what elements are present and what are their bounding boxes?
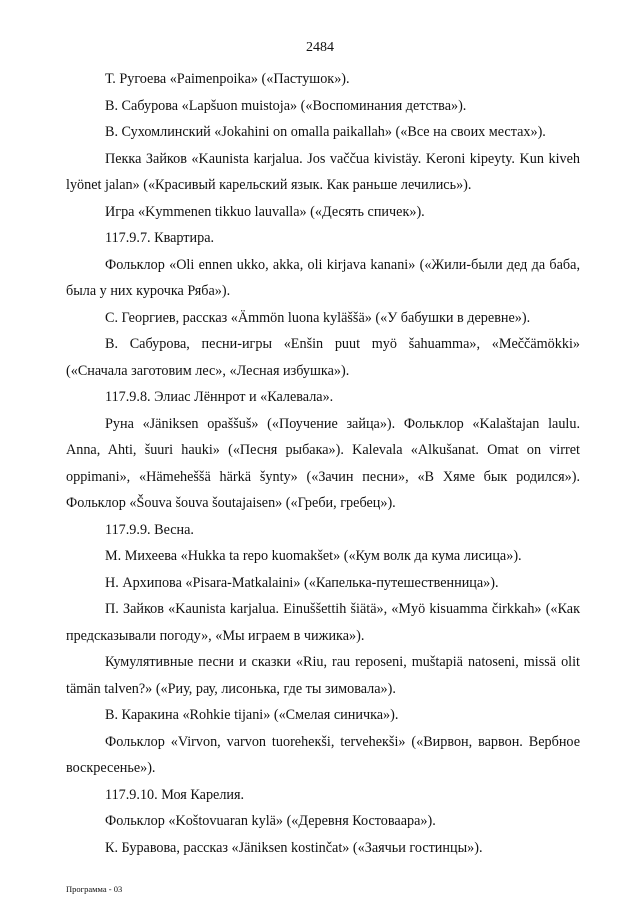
paragraph: Игра «Kymmenen tikkuo lauvalla» («Десять спичек»). bbox=[105, 203, 425, 220]
section-heading: 117.9.10. Моя Карелия. bbox=[105, 786, 245, 803]
page-number: 2484 bbox=[306, 40, 334, 55]
section-heading: 117.9.7. Квартира. bbox=[105, 230, 215, 246]
paragraph: В. Каракина «Rohkie tijani» («Смелая синичка»). bbox=[105, 707, 399, 723]
section-heading: 117.9.8. Элиас Лённрот и «Калевала». bbox=[105, 389, 334, 405]
page-footer: Программа - 03 bbox=[66, 884, 123, 894]
paragraph: Фольклор «Virvon, varvon tuoreheкši, terveheкši» («Вирвон, варвон. Вербное воскресенье»). bbox=[66, 733, 580, 776]
paragraph: Руна «Jäniksen opaššuš» («Поучение зайца»). Фольклор «Kalaštajan laulu. Anna, Ahti, šuuri hauki» («Песня рыбака»). Kalevala «Alkušanat. Omat on virret oppimani», «Hämeheššä härkä šynty» («Зачин песни», «В Хяме бык родился»). Фольклор «Šouva šouva šoutajaisen» («Греби, гребец»). bbox=[66, 415, 580, 511]
paragraph: В. Сабурова, песни-игры «Enšin puut myö šahuamma», «Meččämökki» («Сначала заготовим лес», «Лесная избушка»). bbox=[66, 336, 580, 379]
paragraph: Т. Ругоева «Paimenpoika» («Пастушок»). bbox=[105, 71, 350, 87]
paragraph: Фольклор «Koštovuaran kylä» («Деревня Костоваара»). bbox=[105, 813, 436, 829]
paragraph: Пекка Зайков «Kaunista karjalua. Jos vaččua kivistäy. Keroni kipeyty. Kun kiveh lyönet jalan» («Красивый карельский язык. Как раньше лечились»). bbox=[66, 150, 580, 193]
paragraph: С. Георгиев, рассказ «Ämmön luona kyläššä» («У бабушки в деревне»). bbox=[105, 309, 531, 326]
paragraph: К. Буравова, рассказ «Jäniksen kostinčat» («Заячьи гостинцы»). bbox=[105, 839, 483, 856]
paragraph: М. Михеева «Hukka ta repo kuomakšet» («Кум волк да кума лисица»). bbox=[105, 548, 522, 564]
paragraph: Фольклор «Oli ennen ukko, akka, oli kirjava kanani» («Жили-были дед да баба, была у них курочка Ряба»). bbox=[66, 256, 580, 299]
paragraph: Кумулятивные песни и сказки «Riu, rau reposeni, muštapiä natoseni, missä olit tämän talven?» («Риу, рау, лисонька, где ты зимовала»). bbox=[66, 654, 580, 697]
paragraph: Н. Архипова «Pisara-Matkalaini» («Капелька-путешественница»). bbox=[105, 574, 499, 591]
paragraph: В. Сабурова «Lapšuon muistoja» («Воспоминания детства»). bbox=[105, 97, 467, 114]
section-heading: 117.9.9. Весна. bbox=[105, 521, 194, 538]
paragraph: В. Сухомлинский «Jokahini on omalla paikallah» («Все на своих местах»). bbox=[105, 124, 546, 140]
document-body bbox=[66, 66, 580, 861]
paragraph: П. Зайков «Kaunista karjalua. Einuššettih šiätä», «Myö kisuamma čirkkah» («Как предсказывали погоду», «Мы играем в чижика»). bbox=[66, 601, 580, 644]
